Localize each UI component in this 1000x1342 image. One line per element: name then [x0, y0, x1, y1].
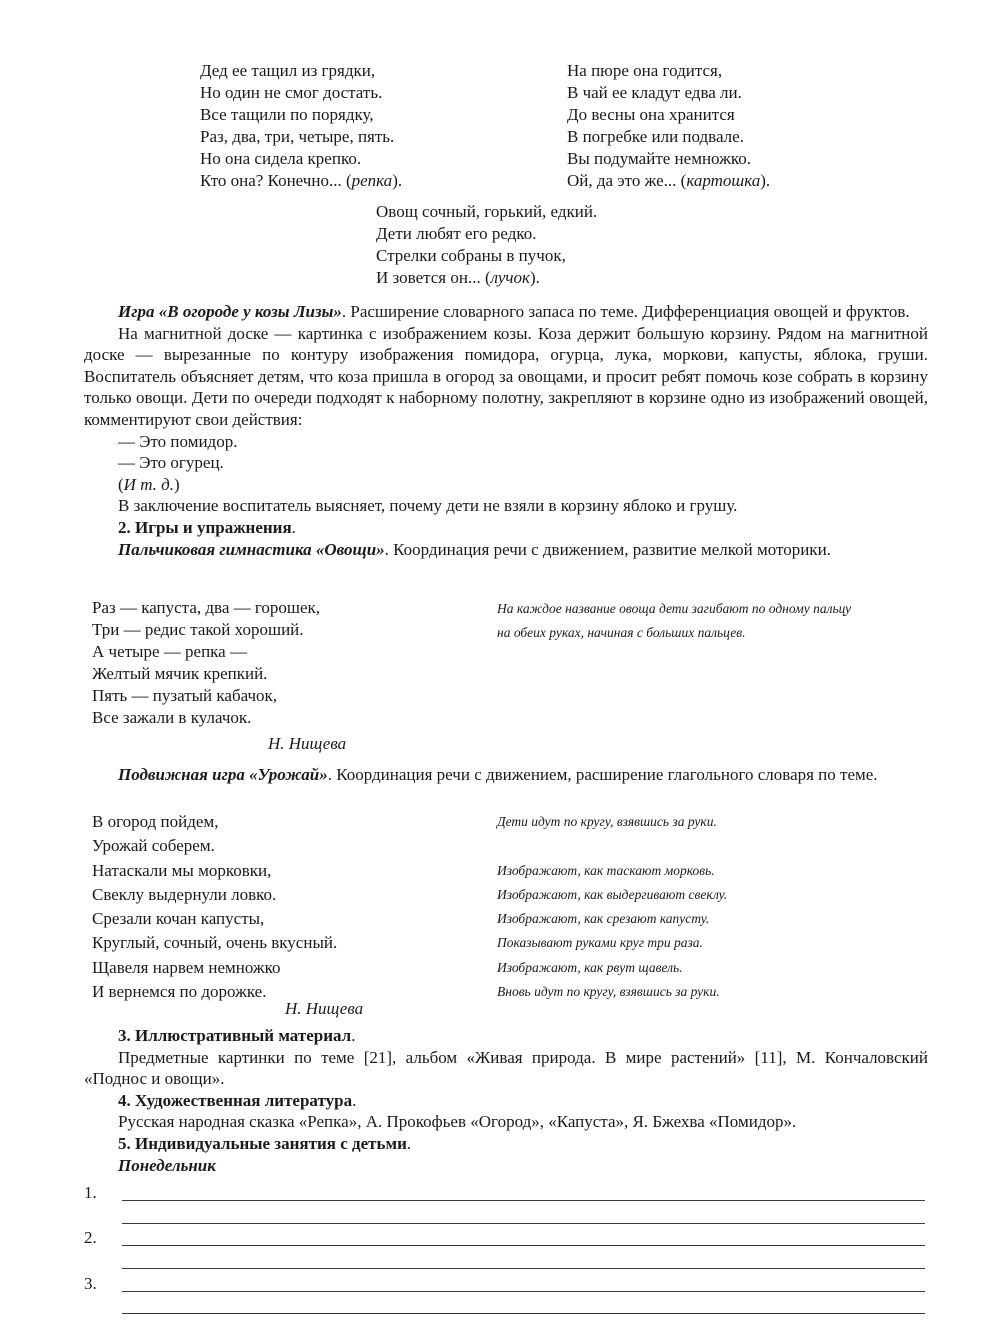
poem-line: Все зажали в кулачок. — [92, 708, 252, 727]
poem-line: Дед ее тащил из грядки, — [200, 61, 376, 80]
materials-section — [84, 1025, 928, 1176]
finger-poem — [92, 597, 320, 729]
day-label: Понедельник — [118, 1155, 216, 1175]
poem-line: Но она сидела крепко. — [200, 149, 362, 168]
harvest-poem — [92, 810, 337, 1004]
list-number: 1. — [84, 1183, 97, 1202]
writing-line[interactable] — [122, 1200, 925, 1201]
instruction-note: На каждое название овоща дети загибают по одному пальцу — [497, 601, 852, 616]
poem-line: В чай ее кладут едва ли. — [567, 83, 742, 102]
poem-line: Желтый мячик крепкий. — [92, 664, 268, 683]
poem-line: Свеклу выдернули ловко. — [92, 884, 277, 904]
section-heading: 3. Иллюстративный материал. — [118, 1026, 356, 1045]
poem-line: Круглый, сочный, очень вкусный. — [92, 933, 338, 953]
instruction-note — [497, 834, 727, 858]
finger-heading: Пальчиковая гимнастика «Овощи». Координация речи с движением, развитие мелкой моторики. — [118, 539, 831, 559]
writing-line[interactable] — [122, 1268, 925, 1269]
game-conclusion: В заключение воспитатель выясняет, почему дети не взяли в корзину яблоко и грушу. — [118, 496, 738, 516]
riddle-poem-left — [200, 60, 402, 192]
poem-line: Стрелки собраны в пучок, — [376, 246, 566, 265]
poem-line: Раз, два, три, четыре, пять. — [200, 127, 395, 146]
poem-line: Ой, да это же... (картошка). — [567, 171, 771, 190]
dialog-line: — Это помидор. — [118, 431, 238, 451]
writing-line[interactable] — [122, 1313, 925, 1314]
poem-line: В погребке или подвале. — [567, 127, 744, 146]
poem-line: Но один не смог достать. — [200, 83, 383, 102]
section-text: Русская народная сказка «Репка», А. Прокофьев «Огород», «Капуста», Я. Бжехва «Помидор». — [118, 1112, 797, 1132]
writing-line[interactable] — [122, 1291, 925, 1292]
writing-line[interactable] — [122, 1223, 925, 1224]
game-description: На магнитной доске — картинка с изображением козы. Коза держит большую корзину. Рядом на магнитной доске — вырезанные по контуру изображения помидора, огурца, лука, моркови, капусты, яблока, груши. Воспитатель объясняет детям, что коза пришла в огород за овощами, и просит ребят помочь козе собрать в корзину только овощи. Дети по очереди подходят к наборному полотну, закрепляют в корзине одно из изображений овощей, комментируют свои действия: — [84, 323, 928, 429]
riddle-answer: картошка — [686, 171, 761, 190]
riddle-answer: репка — [351, 171, 393, 190]
poem-line: Кто она? Конечно... (репка). — [200, 171, 403, 190]
poem-line: Все тащили по порядку, — [200, 105, 374, 124]
poem-line: Овощ сочный, горький, едкий. — [376, 202, 598, 221]
poem-line: И зовется он... (лучок). — [376, 268, 540, 287]
writing-line[interactable] — [122, 1245, 925, 1246]
section-heading: 5. Индивидуальные занятия с детьми. — [118, 1133, 412, 1153]
poem-author: Н. Нищева — [268, 734, 347, 753]
poem-line: Три — редис такой хороший. — [92, 620, 304, 639]
poem-line: И вернемся по дорожке. — [92, 982, 267, 1002]
poem-line: Урожай соберем. — [92, 836, 215, 856]
game-section — [84, 301, 928, 560]
instruction-note: Вновь идут по кругу, взявшись за руки. — [497, 984, 720, 1000]
etc-note: (И т. д.) — [118, 474, 180, 494]
poem-line: На пюре она годится, — [567, 61, 723, 80]
harvest-heading: Подвижная игра «Урожай». Координация речи с движением, расширение глагольного словаря по теме. — [118, 765, 878, 784]
instruction-note: Дети идут по кругу, взявшись за руки. — [497, 814, 717, 829]
poem-line: Пять — пузатый кабачок, — [92, 686, 278, 705]
game-heading: Игра «В огороде у козы Лизы». Расширение словарного запаса по теме. Дифференциация овощей и фруктов. — [118, 302, 910, 321]
poem-author: Н. Нищева — [285, 999, 364, 1018]
poem-line: Щавеля нарвем немножко — [92, 957, 281, 977]
finger-instructions — [497, 597, 851, 646]
poem-line: Раз — капуста, два — горошек, — [92, 598, 321, 617]
list-number: 2. — [84, 1228, 97, 1247]
instruction-note: на обеих руках, начиная с больших пальцев. — [497, 625, 746, 641]
harvest-title: Подвижная игра «Урожай» — [118, 765, 328, 784]
poem-line: А четыре — репка — — [92, 642, 247, 661]
instruction-note: Изображают, как рвут щавель. — [497, 959, 683, 975]
instruction-note: Изображают, как выдергивают свеклу. — [497, 886, 728, 902]
poem-line: Натаскали мы морковки, — [92, 860, 272, 880]
poem-line: В огород пойдем, — [92, 812, 219, 831]
instruction-note: Показывают руками круг три раза. — [497, 935, 703, 951]
instruction-note: Изображают, как срезают капусту. — [497, 911, 710, 927]
finger-title: Пальчиковая гимнастика «Овощи» — [118, 539, 385, 559]
riddle-poem-center — [376, 201, 597, 289]
riddle-poem-right — [567, 60, 770, 192]
poem-line: Дети любят его редко. — [376, 224, 537, 243]
section-heading: 2. Игры и упражнения. — [118, 517, 296, 537]
section-text: Предметные картинки по теме [21], альбом «Живая природа. В мире растений» [11], М. Кончаловский «Поднос и овощи». — [84, 1047, 928, 1089]
harvest-heading-block — [84, 764, 928, 786]
poem-line: Срезали кочан капусты, — [92, 909, 265, 929]
instruction-note: Изображают, как таскают морковь. — [497, 862, 715, 878]
poem-line: До весны она хранится — [567, 105, 735, 124]
dialog-line: — Это огурец. — [118, 453, 224, 473]
riddle-answer: лучок — [490, 268, 530, 287]
section-heading: 4. Художественная литература. — [118, 1090, 357, 1110]
harvest-instructions — [497, 810, 727, 1004]
poem-line: Вы подумайте немножко. — [567, 149, 752, 168]
list-number: 3. — [84, 1274, 97, 1293]
game-title: Игра «В огороде у козы Лизы» — [118, 302, 342, 321]
